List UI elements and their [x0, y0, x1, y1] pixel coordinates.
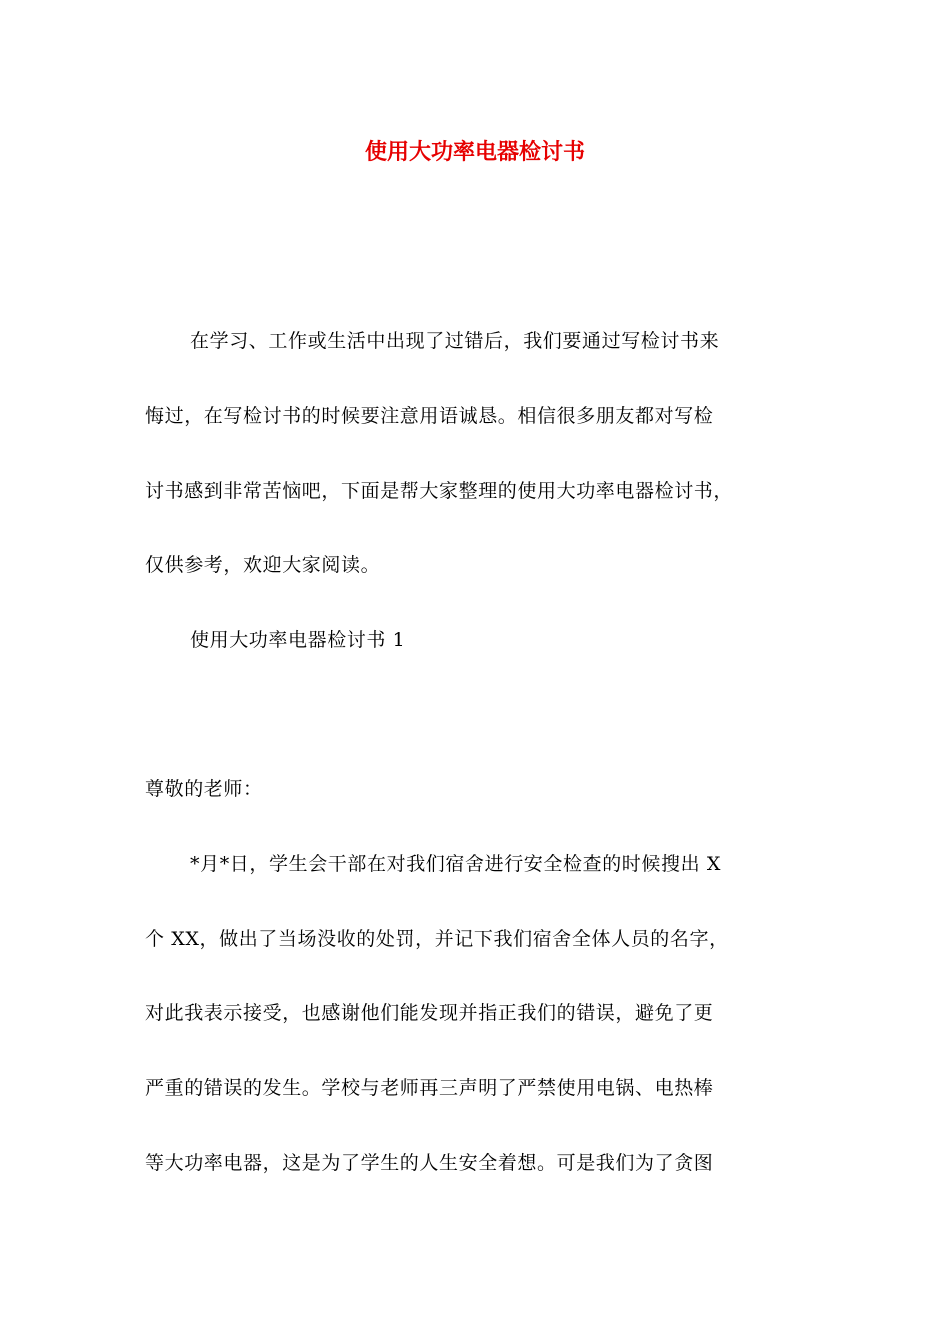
paragraph-line: 悔过，在写检讨书的时候要注意用语诚恳。相信很多朋友都对写检 [145, 405, 714, 427]
document-title: 使用大功率电器检讨书 [364, 139, 585, 165]
paragraph-line: *月*日，学生会干部在对我们宿舍进行安全检查的时候搜出 X [190, 853, 721, 875]
section-heading: 使用大功率电器检讨书 1 [190, 629, 406, 651]
paragraph-line: 严重的错误的发生。学校与老师再三声明了严禁使用电锅、电热棒 [145, 1077, 714, 1099]
paragraph-line: 讨书感到非常苦恼吧，下面是帮大家整理的使用大功率电器检讨书， [145, 480, 734, 502]
paragraph-line: 在学习、工作或生活中出现了过错后，我们要通过写检讨书来 [190, 330, 720, 352]
paragraph-line: 对此我表示接受，也感谢他们能发现并指正我们的错误，避免了更 [145, 1002, 714, 1024]
paragraph-line: 仅供参考，欢迎大家阅读。 [145, 554, 381, 576]
paragraph-line: 个 XX，做出了当场没收的处罚，并记下我们宿舍全体人员的名字， [145, 928, 729, 950]
salutation: 尊敬的老师： [145, 778, 263, 800]
paragraph-line: 等大功率电器，这是为了学生的人生安全着想。可是我们为了贪图 [145, 1152, 714, 1174]
